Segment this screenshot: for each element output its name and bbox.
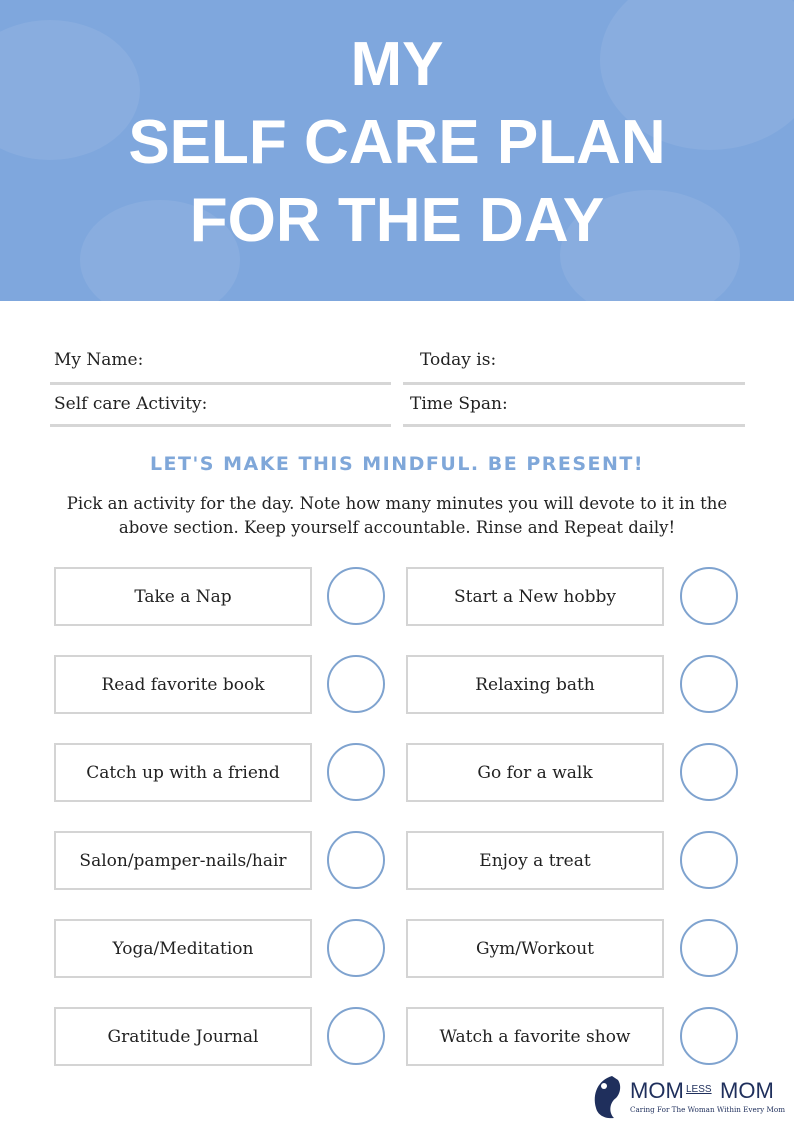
activity-checkbox[interactable] — [327, 1007, 385, 1065]
activity-box: Salon/pamper-nails/hair — [54, 831, 312, 890]
mom-less-mom-logo — [590, 1072, 790, 1120]
svg-text:LESS: LESS — [686, 1084, 712, 1095]
title-line-2: SELF CARE PLAN — [128, 108, 666, 177]
activity-checkbox[interactable] — [327, 567, 385, 625]
activity-checkbox[interactable] — [680, 743, 738, 801]
activity-box: Watch a favorite show — [406, 1007, 664, 1066]
today-label: Today is: — [420, 350, 497, 370]
activity-checkbox[interactable] — [680, 655, 738, 713]
timespan-field[interactable] — [403, 424, 745, 427]
activity-box: Catch up with a friend — [54, 743, 312, 802]
name-field[interactable] — [50, 382, 391, 385]
activity-checkbox[interactable] — [680, 567, 738, 625]
activity-box: Go for a walk — [406, 743, 664, 802]
name-label: My Name: — [54, 350, 144, 370]
section-heading: LET'S MAKE THIS MINDFUL. BE PRESENT! — [149, 453, 645, 475]
activity-checkbox[interactable] — [327, 831, 385, 889]
today-field[interactable] — [403, 382, 745, 385]
activity-box: Gym/Workout — [406, 919, 664, 978]
svg-text:MOM: MOM — [720, 1078, 774, 1103]
activity-checkbox[interactable] — [327, 743, 385, 801]
activity-label: Self care Activity: — [54, 394, 208, 414]
header-banner — [0, 0, 794, 301]
activity-box: Start a New hobby — [406, 567, 664, 626]
instructions: Pick an activity for the day. Note how many minutes you will devote to it in the above section. Keep yourself accountable. Rinse and Repeat daily! — [66, 494, 728, 537]
title-line-3: FOR THE DAY — [189, 186, 605, 255]
svg-text:Caring For The Woman Within Ev: Caring For The Woman Within Every Mom — [630, 1105, 786, 1114]
activity-checkbox[interactable] — [327, 919, 385, 977]
activity-checkbox[interactable] — [680, 919, 738, 977]
activity-box: Read favorite book — [54, 655, 312, 714]
title-line-1: MY — [350, 30, 444, 99]
activity-box: Enjoy a treat — [406, 831, 664, 890]
svg-text:MOM: MOM — [630, 1078, 684, 1103]
timespan-label: Time Span: — [410, 394, 508, 414]
activity-checkbox[interactable] — [327, 655, 385, 713]
activity-checkbox[interactable] — [680, 1007, 738, 1065]
activity-box: Gratitude Journal — [54, 1007, 312, 1066]
activity-field[interactable] — [50, 424, 391, 427]
activity-checkbox[interactable] — [680, 831, 738, 889]
activity-box: Yoga/Meditation — [54, 919, 312, 978]
activity-box: Relaxing bath — [406, 655, 664, 714]
activity-box: Take a Nap — [54, 567, 312, 626]
